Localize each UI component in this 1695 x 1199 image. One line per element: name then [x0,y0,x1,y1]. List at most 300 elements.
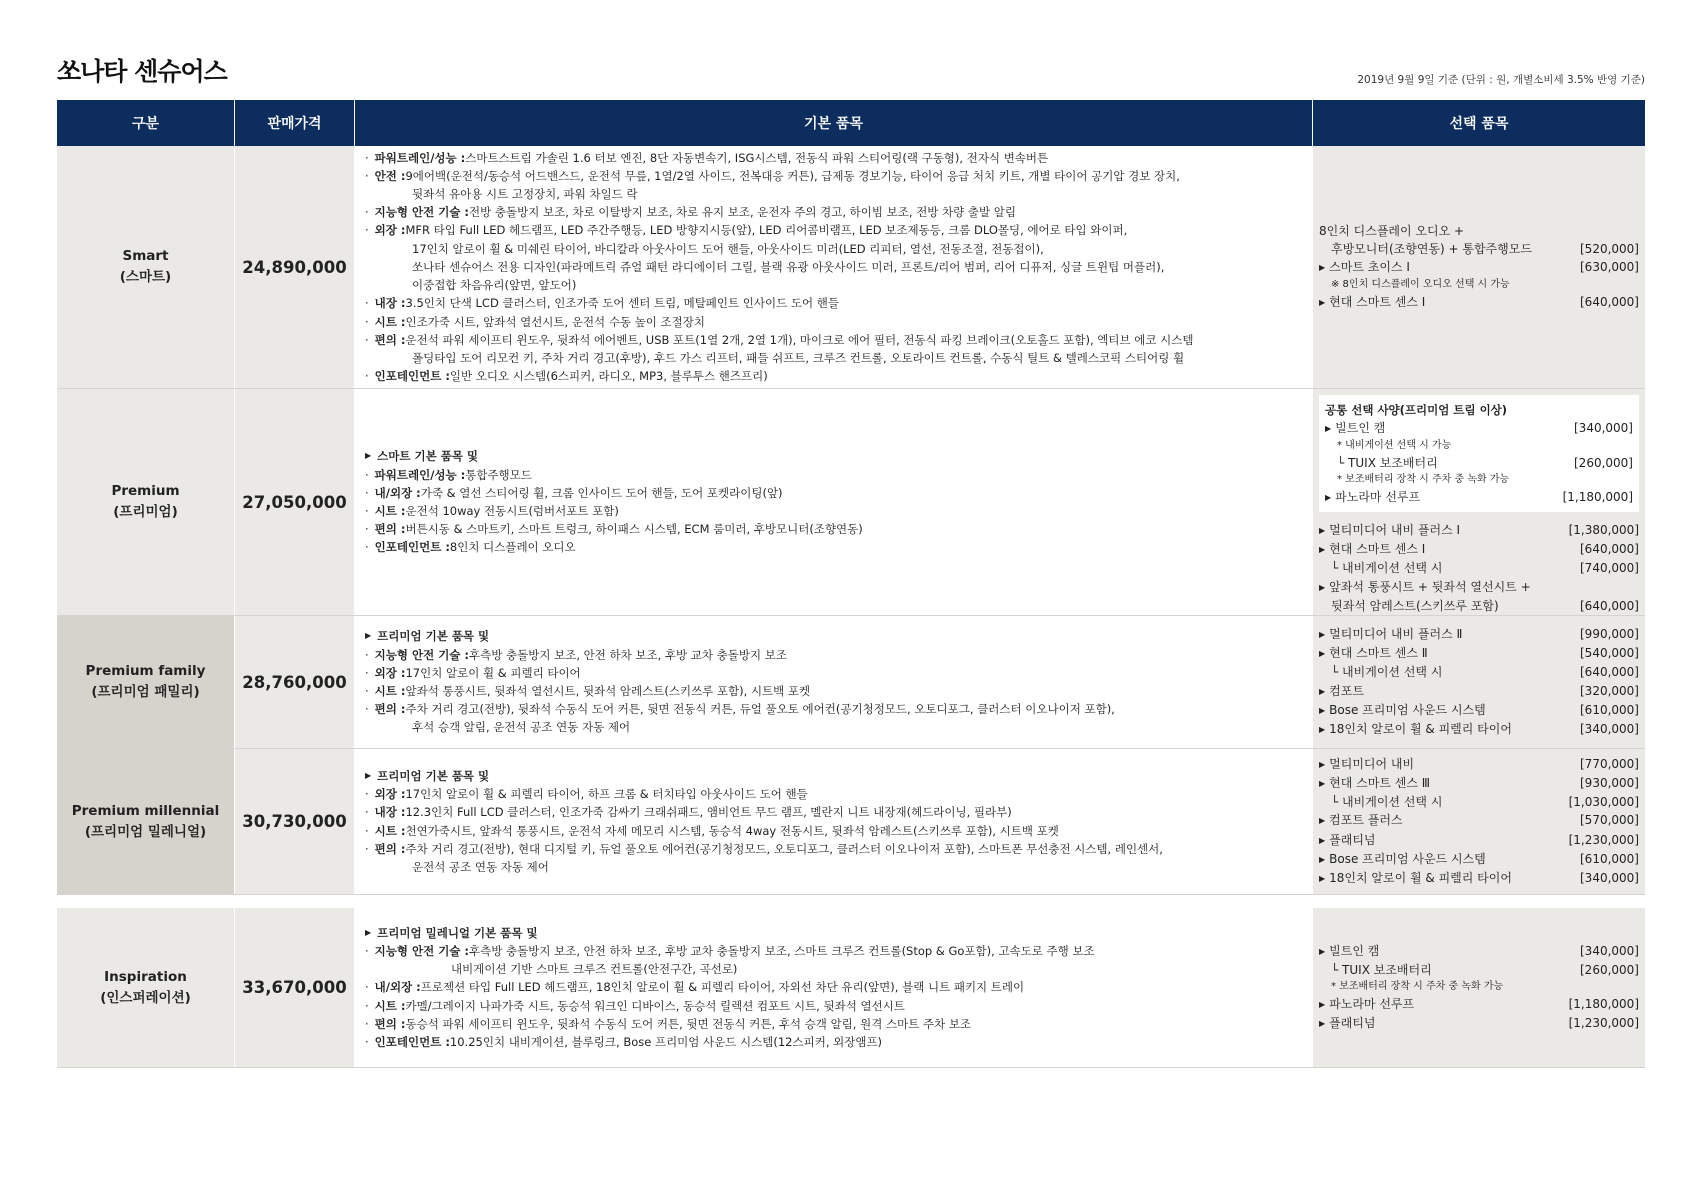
triangle-bullet-icon: ▶ [1325,424,1332,433]
dot-bullet-icon: · [365,980,369,995]
basic-item-text: 10.25인치 내비게이션, 블루링크, Bose 프리미엄 사운드 시스템(12스피커, 외장앰프) [449,1035,883,1049]
option-note: * 내비게이션 선택 시 가능 [1337,440,1452,452]
option-name: 멀티미디어 내비 플러스 Ⅱ [1329,626,1463,641]
dot-bullet-icon: · [365,296,369,311]
basic-item-continued: 운전석 공조 연동 자동 제어 [412,859,549,874]
triangle-bullet-icon: ▶ [1319,835,1326,845]
option-item [1319,811,1639,830]
option-name: 멀티미디어 내비 플러스 Ⅰ [1329,522,1461,537]
option-item [1319,625,1639,644]
basic-item [365,803,1313,821]
basic-item-continued: 이중접합 차음유리(앞면, 앞도어) [412,278,577,293]
basic-item [365,447,1313,465]
option-name: 현대 스마트 센스 Ⅰ [1329,295,1426,310]
trim-price: 33,670,000 [235,908,355,1067]
basic-item [365,466,1313,484]
option-label [1319,755,1414,774]
option-name: Bose 프리미엄 사운드 시스템 [1329,702,1486,717]
triangle-bullet-icon: ▶ [1319,946,1326,956]
dot-bullet-icon: · [365,332,369,347]
option-label [1319,644,1428,663]
option-label [1319,1014,1376,1033]
dot-bullet-icon: · [365,943,369,958]
option-price: [520,000] [1580,241,1639,256]
option-item [1319,597,1639,615]
dot-bullet-icon: · [365,522,369,537]
option-item [1319,240,1639,258]
dot-bullet-icon: · [365,540,369,555]
basic-item-key: 외장 : [374,665,406,680]
triangle-bullet-icon: ▶ [1319,545,1326,555]
option-price: [930,000] [1580,775,1639,790]
basic-item [365,785,1313,803]
option-label [1319,831,1376,850]
page-title: 쏘나타 센슈어스 [57,57,227,86]
basic-item [365,367,1313,385]
basic-item-text: 주차 거리 경고(전방), 뒷좌석 수동식 도어 커튼, 뒷면 전동식 커튼, 듀얼 풀오토 에어컨(공기청정모드, 오토디포그, 클러스터 이오나이저 포함), [405,702,1115,717]
table-row [57,616,1645,749]
option-name: 8인치 디스플레이 오디오 + [1319,223,1465,238]
trim-price: 27,050,000 [235,389,355,615]
option-label [1319,720,1512,739]
triangle-bullet-icon: ▶ [365,770,372,780]
option-label [1319,293,1425,312]
basic-items [355,908,1313,1067]
table-row [57,908,1645,1068]
basic-item [365,767,1313,785]
table-header [57,100,1645,146]
dot-bullet-icon: · [365,823,369,838]
option-item [1319,682,1639,701]
dot-bullet-icon: · [365,504,369,518]
dot-bullet-icon: · [365,998,369,1013]
dot-bullet-icon: · [365,467,369,482]
option-item [1319,720,1639,739]
trim-name-en: Smart [122,248,169,264]
basic-item-key: 지능형 안전 기술 : [374,943,470,958]
basic-item-text: 주차 거리 경고(전방), 현대 디지털 키, 듀얼 풀오토 에어컨(공기청정모드, 오토디포그, 클러스터 이오나이저 포함), 스마트폰 무선충전 시스템, 레인센서, [405,841,1163,856]
common-options-title: 공통 선택 사양(프리미엄 트림 이상) [1325,403,1508,417]
trim-name [57,749,235,894]
option-price: [540,000] [1580,646,1639,661]
option-item [1319,521,1639,540]
header-price: 판매가격 [235,100,355,146]
option-label [1319,625,1462,644]
option-name: 빌트인 캠 [1335,421,1386,435]
trim-name [57,908,235,1067]
basic-item-text: 3.5인치 단색 LCD 클러스터, 인조가죽 도어 센터 트림, 메탈페인트 인사이드 도어 핸들 [405,296,839,311]
option-item [1319,701,1639,720]
dot-bullet-icon: · [365,150,369,165]
option-label [1319,597,1499,615]
dot-bullet-icon: · [365,369,369,384]
basic-item-text: 천연가죽시트, 앞좌석 통풍시트, 운전석 자세 메모리 시스템, 동승석 4way 전동시트, 뒷좌석 암레스트(스키쓰루 포함), 시트백 포켓 [405,823,1059,838]
dot-bullet-icon: · [365,223,369,238]
dot-bullet-icon: · [365,647,369,662]
basic-item [365,924,1313,942]
option-item [1319,663,1639,681]
triangle-bullet-icon: ▶ [1319,705,1326,715]
dot-bullet-icon: · [365,684,369,698]
basic-item-key: 프리미엄 기본 품목 및 [377,768,490,783]
option-price: [640,000] [1580,542,1639,557]
basic-item-text: 통합주행모드 [465,467,532,482]
basic-item [365,484,1313,502]
basic-item-key: 지능형 안전 기술 : [374,205,470,220]
basic-item [365,682,1313,700]
option-name: 컴포트 플러스 [1329,813,1403,828]
basic-item [365,822,1313,840]
basic-item [365,149,1313,167]
basic-item-key: 편의 : [374,522,406,537]
basic-item-key: 지능형 안전 기술 : [374,647,470,662]
basic-item-continued: 뒷좌석 유아용 시트 고정장치, 파워 차일드 락 [412,187,638,202]
option-price: [640,000] [1580,295,1639,310]
triangle-bullet-icon: ▶ [1319,629,1326,639]
option-name: └ TUIX 보조배터리 [1337,456,1438,471]
option-name: 멀티미디어 내비 [1329,756,1415,771]
basic-item-text: 일반 오디오 시스템(6스피커, 라디오, MP3, 블루투스 핸즈프리) [449,369,768,384]
option-price: [340,000] [1574,421,1633,435]
triangle-bullet-icon: ▶ [1319,724,1326,734]
dot-bullet-icon: · [365,665,369,680]
basic-item-text: 스마트스트림 가솔린 1.6 터보 엔진, 8단 자동변속기, ISG시스템, 전동식 파워 스티어링(랙 구동형), 전자식 변속버튼 [465,150,1049,165]
basic-item-text: 앞좌석 통풍시트, 뒷좌석 열선시트, 뒷좌석 암레스트(스키쓰루 포함), 시트백 포켓 [405,684,811,698]
basic-item [365,997,1313,1015]
triangle-bullet-icon: ▶ [1319,778,1326,788]
basic-item [365,627,1313,645]
basic-item-continued: 폴딩타입 도어 리모컨 키, 주차 거리 경고(후방), 후드 가스 리프터, 패들 쉬프트, 크루즈 컨트롤, 오토라이트 컨트롤, 수동식 틸트 & 텔레스코픽 스티어링 휠 [412,350,1185,365]
basic-item [365,331,1313,349]
basic-item-text: 전방 충돌방지 보조, 차로 이탈방지 보조, 차로 유지 보조, 운전자 주의 경고, 하이빔 보조, 전방 차량 출발 알림 [469,205,1017,220]
option-item [1319,559,1639,577]
triangle-bullet-icon: ▶ [1319,263,1326,272]
trim-name-ko: (스마트) [119,269,172,285]
basic-item-text: 버튼시동 & 스마트키, 스마트 트렁크, 하이패스 시스템, ECM 룸미러, 후방모니터(조향연동) [405,522,863,537]
basic-item-text: 운전석 파워 세이프티 윈도우, 뒷좌석 에어벤트, USB 포트(1열 2개, 2열 1개), 마이크로 에어 필터, 전동식 파킹 브레이크(오토홀드 포함), 엑티브 에코 시스템 [405,332,1194,347]
option-name: Bose 프리미엄 사운드 시스템 [1329,851,1486,866]
option-item [1319,774,1639,793]
basic-item-key: 편의 : [374,841,406,856]
triangle-bullet-icon: ▶ [1319,854,1326,864]
option-items [1313,908,1645,1067]
option-name: 파노라마 선루프 [1329,997,1415,1011]
basic-item-text: 9에어백(운전석/동승석 어드밴스드, 운전석 무릎, 1열/2열 사이드, 전복대응 커튼), 급제동 경보기능, 타이어 응급 처치 키트, 개별 타이어 공기압 경보 장치, [405,168,1180,183]
dot-bullet-icon: · [365,314,369,329]
triangle-bullet-icon: ▶ [365,927,372,937]
table-row [57,749,1645,895]
option-name: 18인치 알로이 휠 & 피렐리 타이어 [1329,871,1512,885]
basic-item [365,664,1313,682]
basic-item-text: 17인치 알로이 휠 & 피렐리 타이어, 하프 크롬 & 터치타입 아웃사이드 도어 핸들 [405,787,808,802]
basic-item [365,538,1313,556]
option-label [1319,793,1442,811]
basic-item-text: 후측방 충돌방지 보조, 안전 하차 보조, 후방 교차 충돌방지 보조, 스마트 크루즈 컨트롤(Stop & Go포함), 고속도로 주행 보조 [469,943,1095,958]
option-item [1319,222,1639,240]
option-name: └ 내비게이션 선택 시 [1331,795,1443,810]
basic-item-text: 운전석 10way 전동시트(럼버서포트 포함) [405,504,619,518]
basic-item-key: 내장 : [374,805,406,820]
option-price: [770,000] [1580,756,1639,771]
row-gap [57,895,1645,908]
header-category: 구분 [57,100,235,146]
option-label [1319,521,1460,540]
option-item [1319,942,1639,961]
option-label [1319,240,1532,258]
trim-name-ko: (인스퍼레이션) [100,989,191,1006]
header-options: 선택 품목 [1449,116,1509,132]
basic-item [365,203,1313,221]
option-name: 현대 스마트 센스 Ⅲ [1329,775,1431,790]
trim-name-ko: (프리미엄 패밀리) [91,684,200,700]
basic-item-key: 인포테인먼트 : [374,369,450,384]
basic-item [365,167,1313,185]
option-label [1319,811,1403,830]
option-items [1313,749,1645,894]
option-label [1319,663,1442,681]
trim-name-ko: (프리미엄) [113,504,178,520]
option-price: [570,000] [1580,813,1639,828]
basic-item-key: 안전 : [374,168,406,183]
option-price: [610,000] [1580,851,1639,866]
option-note: ※ 8인치 디스플레이 오디오 선택 시 가능 [1331,279,1510,291]
option-items [1313,616,1645,748]
triangle-bullet-icon: ▶ [1319,649,1326,659]
triangle-bullet-icon: ▶ [365,451,372,461]
dot-bullet-icon: · [365,485,369,500]
triangle-bullet-icon: ▶ [1319,582,1326,592]
basic-items [355,146,1313,388]
option-label [1319,540,1425,559]
option-item [1319,961,1639,979]
basic-item-text: 12.3인치 Full LCD 클러스터, 인조가죽 감싸기 크래쉬패드, 앰비언트 무드 램프, 멜란지 니트 내장재(헤드라이닝, 필라부) [405,805,1012,820]
option-label [1325,488,1420,507]
basic-item-continued: 17인치 알로이 휠 & 미쉐린 타이어, 바디칼라 아웃사이드 도어 핸들, 아웃사이드 미러(LED 리피터, 열선, 전동조절, 전동접이), [412,241,1044,256]
table-row [57,146,1645,389]
option-item [1319,258,1639,277]
basic-item-continued: 쏘나타 센슈어스 전용 디자인(파라메트릭 쥬얼 패턴 라디에이터 그릴, 블랙 유광 아웃사이드 미러, 프론트/리어 범퍼, 리어 디퓨저, 싱글 트윈팁 머플러), [412,259,1165,274]
option-label [1319,774,1430,793]
option-label [1319,995,1414,1014]
option-label [1319,258,1410,277]
option-price: [320,000] [1580,683,1639,698]
basic-item-text: 프로젝션 타입 Full LED 헤드램프, 18인치 알로이 휠 & 피렐리 타이어, 자외선 차단 유리(앞면), 블랙 니트 패키지 트레이 [420,980,1025,995]
option-name: 플래티넘 [1329,1016,1376,1031]
basic-item [365,1015,1313,1033]
basic-item-key: 시트 : [374,504,406,518]
basic-item-key: 외장 : [374,223,406,238]
triangle-bullet-icon: ▶ [1325,493,1332,503]
option-price: [260,000] [1574,456,1633,471]
basic-item-text: 17인치 알로이 휠 & 피렐리 타이어 [405,665,581,680]
basic-item-key: 파워트레인/성능 : [374,467,466,482]
basic-items [355,616,1313,748]
trim-price: 28,760,000 [235,616,355,748]
option-price: [1,030,000] [1568,795,1639,810]
option-items [1313,389,1645,615]
basic-item-key: 내/외장 : [374,485,421,500]
basic-item-key: 시트 : [374,823,406,838]
option-name: 스마트 초이스 Ⅰ [1329,260,1410,274]
basic-item [365,221,1313,239]
option-label [1319,850,1486,869]
option-name: 18인치 알로이 휠 & 피렐리 타이어 [1329,721,1512,736]
basic-items [355,749,1313,894]
basic-item-key: 편의 : [374,332,406,347]
option-label [1319,942,1379,961]
dot-bullet-icon: · [365,702,369,717]
dot-bullet-icon: · [365,205,369,220]
trim-name-en: Premium millennial [71,802,220,819]
triangle-bullet-icon: ▶ [1319,1019,1326,1029]
option-item [1319,644,1639,663]
option-price: [260,000] [1580,962,1639,977]
common-options-box [1319,395,1639,512]
basic-item-text: MFR 타입 Full LED 헤드램프, LED 주간주행등, LED 방향지시등(앞), LED 리어콤비램프, LED 보조제동등, 크롬 DLO몰딩, 에어로 타입 와이퍼, [405,223,1128,238]
price-table [57,100,1645,1068]
option-note: * 보조배터리 장착 시 주차 중 녹화 가능 [1331,981,1504,992]
option-item [1325,488,1633,507]
option-name: 빌트인 캠 [1329,943,1380,958]
option-item [1325,419,1633,438]
option-item [1319,578,1639,597]
trim-name-en: Premium family [85,663,206,679]
option-label [1319,559,1442,577]
price-basis-note: 2019년 9월 9일 기준 (단위 : 원, 개별소비세 3.5% 반영 기준) [1357,74,1645,86]
triangle-bullet-icon: ▶ [1319,816,1326,826]
option-price: [1,230,000] [1568,832,1639,847]
option-items [1313,146,1645,388]
basic-item-key: 내장 : [374,296,406,311]
basic-item [365,502,1313,520]
basic-item [365,978,1313,996]
trim-name-ko: (프리미엄 밀레니얼) [84,823,207,840]
dot-bullet-icon: · [365,168,369,183]
basic-item-key: 시트 : [374,684,406,698]
option-price: [340,000] [1580,943,1639,958]
dot-bullet-icon: · [365,1035,369,1049]
triangle-bullet-icon: ▶ [1319,525,1326,535]
option-name: 플래티넘 [1329,832,1376,847]
dot-bullet-icon: · [365,841,369,856]
option-item [1319,831,1639,850]
option-price: [340,000] [1580,721,1639,736]
option-name: 뒷좌석 암레스트(스키쓰루 포함) [1331,598,1499,613]
option-item [1319,1014,1639,1033]
triangle-bullet-icon: ▶ [1319,759,1326,769]
option-item [1319,793,1639,811]
option-name: 앞좌석 통풍시트 + 뒷좌석 열선시트 + [1329,579,1531,594]
basic-item-text: 후측방 충돌방지 보조, 안전 하차 보조, 후방 교차 충돌방지 보조 [469,647,787,662]
option-price: [1,380,000] [1568,522,1639,537]
dot-bullet-icon: · [365,805,369,820]
basic-item-continued: 후석 승객 알림, 운전석 공조 연동 자동 제어 [412,720,631,735]
basic-item [365,1033,1313,1051]
basic-item-key: 프리미엄 밀레니얼 기본 품목 및 [377,925,538,940]
basic-item-continued: 내비게이션 기반 스마트 크루즈 컨트롤(안전구간, 곡선로) [451,962,738,977]
triangle-bullet-icon: ▶ [1319,1000,1326,1009]
basic-item-key: 인포테인먼트 : [374,540,450,555]
basic-item-key: 프리미엄 기본 품목 및 [377,629,490,644]
basic-item-text: 카멜/그레이지 나파가죽 시트, 동승석 워크인 디바이스, 동승석 릴렉션 컴포트 시트, 뒷좌석 열선시트 [405,998,905,1013]
option-label [1319,578,1531,597]
option-label [1319,682,1364,701]
dot-bullet-icon: · [365,1016,369,1031]
option-label [1325,454,1438,472]
basic-item-key: 편의 : [374,1016,406,1031]
option-price: [610,000] [1580,702,1639,717]
option-item [1319,869,1639,888]
basic-item-key: 외장 : [374,787,406,802]
option-label [1319,869,1512,888]
option-item [1319,293,1639,312]
basic-item-text: 8인치 디스플레이 오디오 [449,540,576,555]
option-item [1319,850,1639,869]
basic-items [355,389,1313,615]
option-price: [740,000] [1580,561,1639,576]
trim-price: 30,730,000 [235,749,355,894]
option-name: 현대 스마트 센스 Ⅰ [1329,542,1426,557]
basic-item [365,840,1313,858]
option-item [1325,454,1633,472]
basic-item-key: 시트 : [374,314,406,329]
trim-name-en: Inspiration [104,968,187,985]
trim-name [57,616,235,748]
option-price: [1,180,000] [1562,490,1633,505]
option-label [1319,222,1464,240]
option-price: [630,000] [1580,260,1639,274]
basic-item-key: 시트 : [374,998,406,1013]
basic-item [365,313,1313,331]
trim-name [57,146,235,388]
option-label [1319,961,1432,979]
basic-item [365,646,1313,664]
basic-item-text: 가죽 & 열선 스티어링 휠, 크롬 인사이드 도어 핸들, 도어 포켓라이팅(앞) [420,485,783,500]
triangle-bullet-icon: ▶ [1319,686,1326,696]
basic-item [365,942,1313,960]
option-name: 현대 스마트 센스 Ⅱ [1329,646,1428,661]
option-price: [990,000] [1580,626,1639,641]
basic-item-key: 내/외장 : [374,980,421,995]
basic-item [365,294,1313,312]
option-item [1319,755,1639,774]
basic-item-text: 동승석 파워 세이프티 윈도우, 뒷좌석 수동식 도어 커튼, 뒷면 전동식 커튼, 후석 승객 알림, 원격 스마트 주차 보조 [405,1016,972,1031]
option-name: └ 내비게이션 선택 시 [1331,665,1443,680]
option-name: └ TUIX 보조배터리 [1331,962,1432,977]
option-price: [340,000] [1580,871,1639,885]
triangle-bullet-icon: ▶ [1319,874,1326,883]
option-price: [1,180,000] [1568,997,1639,1011]
trim-name-en: Premium [111,483,180,499]
option-price: [1,230,000] [1568,1016,1639,1031]
option-name: 파노라마 선루프 [1335,490,1421,505]
option-name: 후방모니터(조향연동) + 통합주행모드 [1331,241,1532,256]
option-price: [640,000] [1580,665,1639,680]
option-price: [640,000] [1580,598,1639,613]
basic-item-key: 편의 : [374,702,406,717]
basic-item-key: 인포테인먼트 : [374,1035,450,1049]
table-body [57,146,1645,1068]
table-row [57,389,1645,616]
option-item [1319,995,1639,1014]
dot-bullet-icon: · [365,787,369,802]
trim-name [57,389,235,615]
basic-item-key: 스마트 기본 품목 및 [377,449,479,464]
triangle-bullet-icon: ▶ [365,631,372,641]
basic-item-text: 인조가죽 시트, 앞좌석 열선시트, 운전석 수동 높이 조절장치 [405,314,705,329]
basic-item-key: 파워트레인/성능 : [374,150,466,165]
option-label [1319,701,1486,720]
